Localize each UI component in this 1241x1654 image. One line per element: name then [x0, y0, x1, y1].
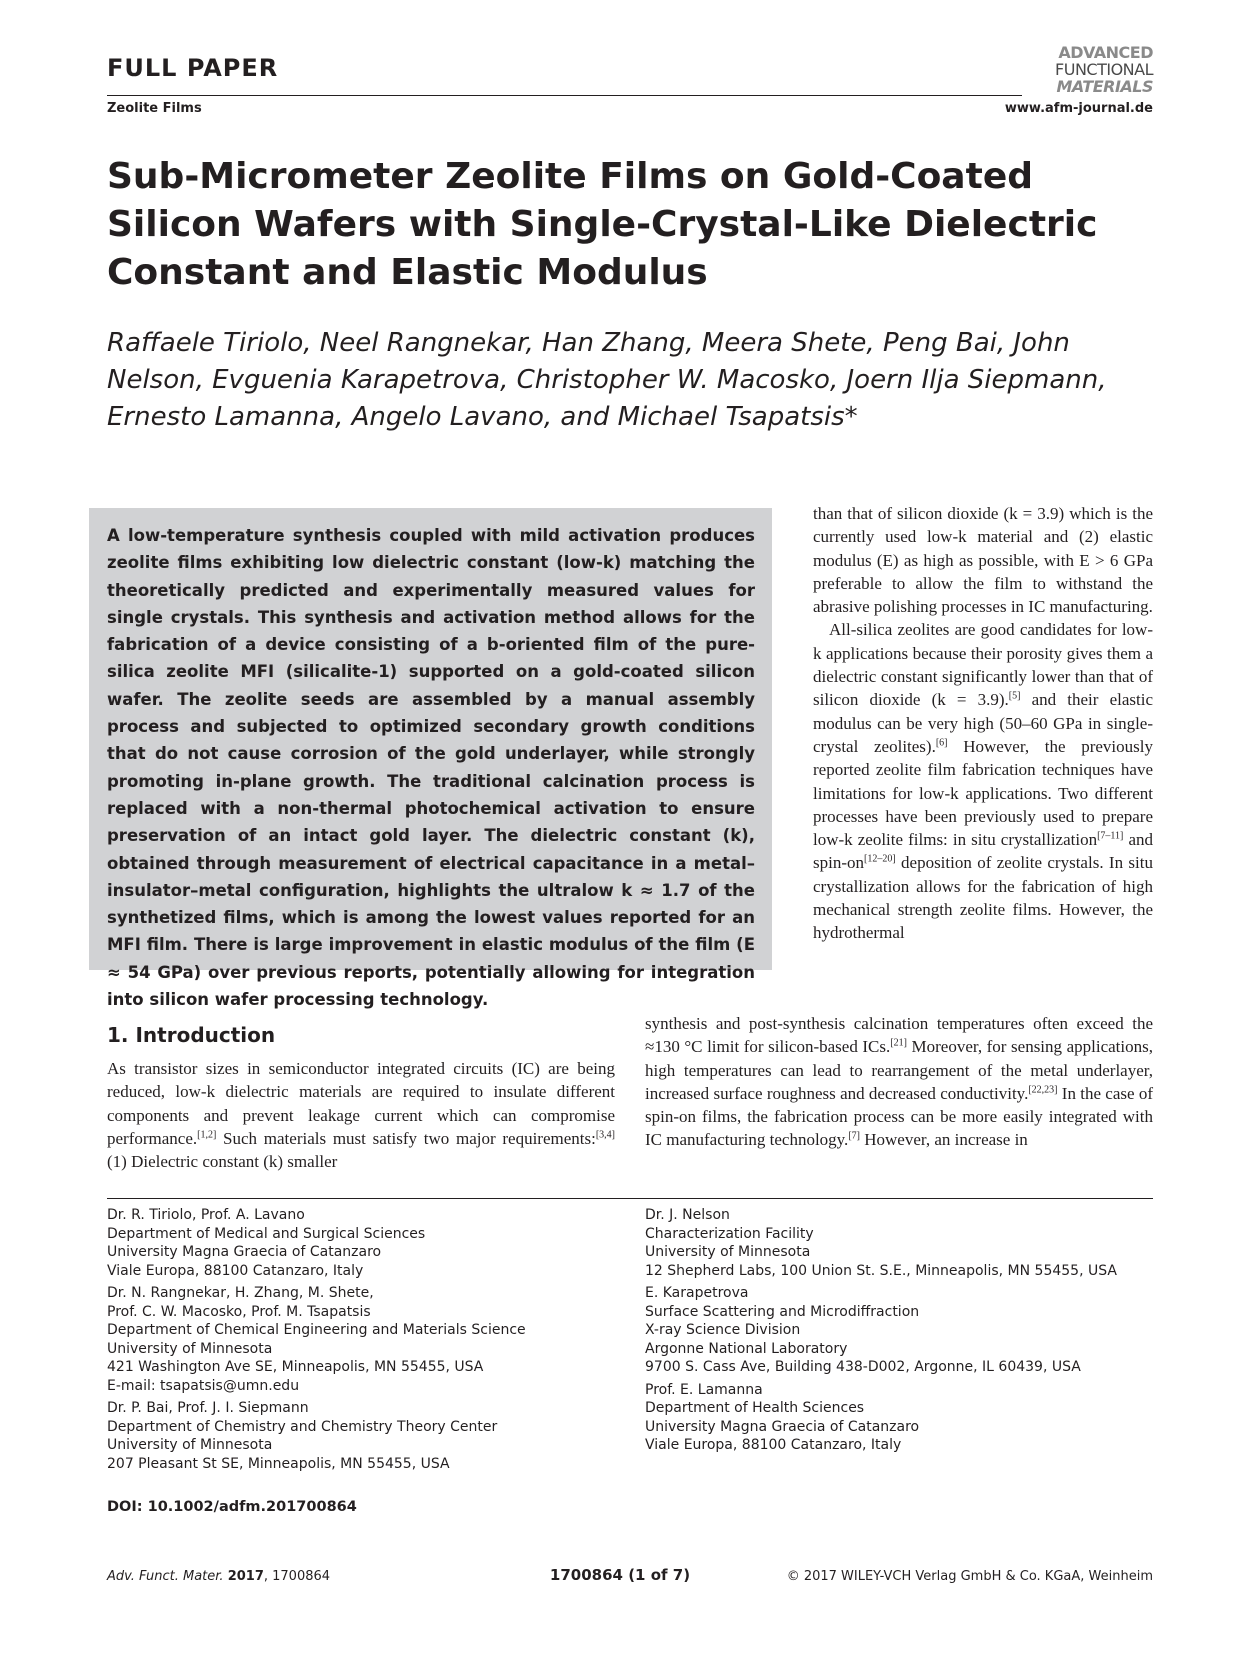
- body-paragraph: synthesis and post-synthesis calcination temperatures often exceed the ≈130 °C limit for silicon-based ICs.[21] Moreover, for sensing applications, high temperatures can lead to rearrangement of the metal underlayer, increased surface roughness and decreased conductivity.[22,23] In the case of spin-on films, the fabrication process can be more easily integrated with IC manufacturing technology.[7] However, an increase in: [645, 1014, 1154, 1150]
- header-rule: [107, 95, 1022, 96]
- affiliation-line: Department of Health Sciences: [645, 1400, 865, 1416]
- affiliation-line: 207 Pleasant St SE, Minneapolis, MN 55455, USA: [107, 1455, 450, 1472]
- abstract-text: A low-temperature synthesis coupled with mild activation produces zeolite films exhibiting low dielectric constant (low-k) matching the theoretically predicted and experimentally measured values for single crystals. This synthesis and activation method allows for the fabrication of a device consisting of a b-oriented film of the pure-silica zeolite MFI (silicalite-1) supported on a gold-coated silicon wafer. The zeolite seeds are assembled by a manual assembly process and subjected to optimized secondary growth conditions that do not cause corrosion of the gold underlayer, while strongly promoting in-plane growth. The traditional calcination process is replaced with a non-thermal photochemical activation to ensure preservation of an intact gold layer. The dielectric constant (k), obtained through measurement of electrical capacitance in a metal–insulator–metal configuration, highlights the ultralow k ≈ 1.7 of the synthetized films, which is among the lowest values reported for an MFI film. There is large improvement in elastic modulus of the film (E ≈ 54 GPa) over previous reports, potentially allowing for integration into silicon wafer processing technology.: [107, 526, 755, 1010]
- affiliation-line: Argonne National Laboratory: [645, 1340, 848, 1357]
- body-column-right-top: [813, 502, 1153, 945]
- affiliation-line: 9700 S. Cass Ave, Building 438-D002, Argonne, IL 60439, USA: [645, 1359, 1081, 1375]
- affiliation-line: University Magna Graecia of Catanzaro: [107, 1244, 382, 1260]
- citation[interactable]: [12–20]: [864, 853, 896, 865]
- affiliation-block: [645, 1206, 1155, 1280]
- citation[interactable]: [3,4]: [595, 1129, 615, 1141]
- affiliation-line: 421 Washington Ave SE, Minneapolis, MN 55455, USA: [107, 1359, 484, 1375]
- section-type-label: FULL PAPER: [107, 54, 279, 82]
- doi[interactable]: DOI: 10.1002/adfm.201700864: [107, 1499, 357, 1515]
- affiliation-line: University Magna Graecia of Catanzaro: [645, 1418, 920, 1435]
- affiliations-left: [107, 1206, 627, 1477]
- journal-url[interactable]: www.afm-journal.de: [1004, 101, 1153, 116]
- body-column-right-mid: [645, 1012, 1153, 1152]
- affiliation-line: Surface Scattering and Microdiffraction: [645, 1303, 920, 1320]
- logo-line-1: ADVANCED: [1058, 43, 1153, 62]
- citation[interactable]: [6]: [935, 737, 948, 749]
- affiliation-line: Dr. N. Rangnekar, H. Zhang, M. Shete,: [107, 1285, 374, 1301]
- author-list: Raffaele Tiriolo, Neel Rangnekar, Han Zhang, Meera Shete, Peng Bai, John Nelson, Evguenia Karapetrova, Christopher W. Macosko, Joern Ilja Siepmann, Ernesto Lamanna, Angelo Lavano, and Michael Tsapatsis*: [107, 328, 1107, 432]
- citation[interactable]: [5]: [1008, 690, 1021, 702]
- logo-line-3: MATERIALS: [1056, 77, 1153, 96]
- affiliation-line: E. Karapetrova: [645, 1285, 749, 1301]
- body-paragraph: than that of silicon dioxide (k = 3.9) which is the currently used low-k material and (2) elastic modulus (E) as high as possible, with E > 6 GPa preferable to allow the film to withstand the abrasive polishing processes in IC manufacturing.: [813, 504, 1153, 617]
- copyright: © 2017 WILEY-VCH Verlag GmbH & Co. KGaA, Weinheim: [786, 1569, 1153, 1584]
- citation[interactable]: [7–11]: [1097, 830, 1124, 842]
- citation[interactable]: [22,23]: [1028, 1084, 1058, 1096]
- affiliation-line: X-ray Science Division: [645, 1322, 801, 1338]
- citation[interactable]: [1,2]: [197, 1129, 217, 1141]
- logo-line-2: FUNCTIONAL: [1055, 60, 1153, 79]
- affiliation-line: Prof. E. Lamanna: [645, 1381, 763, 1398]
- body-paragraph: As transistor sizes in semiconductor integrated circuits (IC) are being reduced, low-k dielectric materials are required to insulate different components and prevent leakage current which can compromise performance.[1,2] Such materials must satisfy two major requirements:[3,4] (1) Dielectric constant (k) smaller: [107, 1059, 615, 1172]
- affiliation-line: Dr. J. Nelson: [645, 1207, 730, 1223]
- affiliation-line: Department of Chemistry and Chemistry Theory Center: [107, 1418, 498, 1435]
- affiliation-line: University of Minnesota: [645, 1244, 811, 1260]
- section-heading: 1. Introduction: [107, 1023, 276, 1047]
- affiliation-line: Department of Chemical Engineering and Materials Science: [107, 1322, 526, 1338]
- affiliation-line: Prof. C. W. Macosko, Prof. M. Tsapatsis: [107, 1303, 371, 1320]
- body-column-left: [107, 1057, 615, 1173]
- affiliation-line: Department of Medical and Surgical Sciences: [107, 1225, 426, 1242]
- affiliation-block: [107, 1284, 627, 1395]
- affiliation-line[interactable]: E-mail: tsapatsis@umn.edu: [107, 1377, 300, 1394]
- page-number: 1700864 (1 of 7): [549, 1566, 691, 1584]
- affiliation-block: [107, 1206, 627, 1280]
- affiliation-line: 12 Shepherd Labs, 100 Union St. S.E., Minneapolis, MN 55455, USA: [645, 1262, 1117, 1279]
- affiliation-line: University of Minnesota: [107, 1340, 273, 1357]
- affiliation-block: [645, 1284, 1155, 1377]
- affiliation-line: Characterization Facility: [645, 1225, 814, 1242]
- body-paragraph: All-silica zeolites are good candidates for low-k applications because their porosity gives them a dielectric constant significantly lower than that of silicon dioxide (k = 3.9).[5] and their elastic modulus can be very high (50–60 GPa in single-crystal zeolites).[6] However, the previously reported zeolite film fabrication techniques have limitations for low-k applications. Two different processes have been previously used to prepare low-k zeolite films: in situ crystallization[7–11] and spin-on[12–20] deposition of zeolite crystals. In situ crystallization allows for the fabrication of high mechanical strength zeolite films. However, the hydrothermal: [813, 620, 1154, 943]
- affiliation-line: University of Minnesota: [107, 1437, 273, 1453]
- affiliation-rule: [107, 1198, 1153, 1199]
- affiliations-right: [645, 1206, 1155, 1459]
- affiliation-line: Dr. R. Tiriolo, Prof. A. Lavano: [107, 1207, 305, 1223]
- paper-title: Sub-Micrometer Zeolite Films on Gold-Coated Silicon Wafers with Single-Crystal-Like Dielectric Constant and Elastic Modulus: [107, 156, 1098, 293]
- affiliation-line: Dr. P. Bai, Prof. J. I. Siepmann: [107, 1400, 309, 1416]
- affiliation-line: Viale Europa, 88100 Catanzaro, Italy: [107, 1262, 364, 1279]
- topic-label: Zeolite Films: [107, 101, 202, 116]
- citation[interactable]: [7]: [848, 1130, 860, 1142]
- affiliation-block: [107, 1399, 627, 1473]
- citation[interactable]: [21]: [890, 1037, 907, 1049]
- affiliation-line: Viale Europa, 88100 Catanzaro, Italy: [645, 1437, 902, 1453]
- journal-logo: [1025, 44, 1153, 95]
- affiliation-block: [645, 1381, 1155, 1455]
- footer-citation: Adv. Funct. Mater. 2017, 1700864: [107, 1569, 331, 1584]
